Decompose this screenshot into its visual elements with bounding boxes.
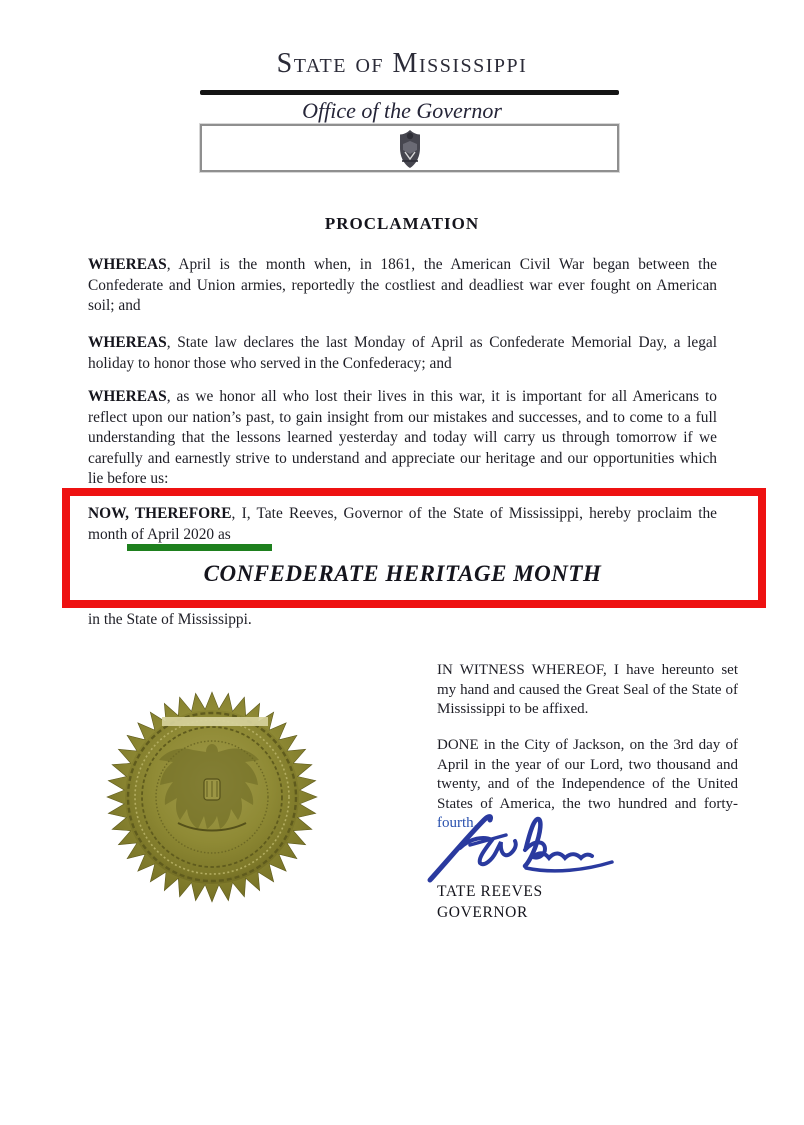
done-text: DONE in the City of Jackson, on the 3rd day of April in the year of our Lord, two thousand and twenty, and of the Independence of the United States of America, the two hundred and forty-	[437, 737, 738, 812]
whereas-paragraph-3	[88, 387, 717, 490]
whereas-lead: WHEREAS	[88, 256, 167, 273]
tate-reeves-signature-icon	[426, 808, 616, 886]
witness-paragraph: IN WITNESS WHEREOF, I have hereunto set my hand and caused the Great Seal of the State of Mississippi to be affixed.	[437, 662, 738, 718]
office-subtitle: Office of the Governor	[302, 98, 502, 123]
now-therefore-lead: NOW, THEREFORE	[88, 505, 232, 522]
paragraph-text: , as we honor all who lost their lives in this war, it is important for all Americans to reflect upon our nation’s past, to gain insight from our mistakes and successes, and to come to a full understanding that the lessons learned yesterday and today will carry us through tomorrow if we carefully and earnestly strive to understand and appreciate our heritage and our opportunities which lie before us:	[88, 388, 717, 488]
closing-line: in the State of Mississippi.	[88, 611, 252, 628]
paragraph-text: , April is the month when, in 1861, the American Civil War began between the Confederate and Union armies, reportedly the costliest and deadliest war ever fought on American soil; and	[88, 256, 717, 315]
whereas-lead: WHEREAS	[88, 334, 167, 351]
great-seal-gold-foil-icon	[106, 691, 318, 903]
letterhead-box	[200, 124, 619, 172]
page-title: State of Mississippi	[276, 48, 528, 79]
now-therefore-paragraph	[88, 503, 717, 545]
whereas-paragraph-1	[88, 255, 717, 317]
whereas-paragraph-2	[88, 333, 717, 374]
paragraph-text: , I, Tate Reeves, Governor of the State of Mississippi, hereby proclaim the month of April 2020 as	[88, 505, 718, 543]
done-text-blue: fourth.	[437, 815, 478, 832]
header-divider	[200, 90, 619, 95]
paragraph-text: , State law declares the last Monday of April as Confederate Memorial Day, a legal holiday to honor those who served in the Confederacy; and	[88, 334, 717, 372]
underline-annotation	[127, 544, 272, 551]
proclaimed-title: CONFEDERATE HERITAGE MONTH	[203, 561, 602, 586]
whereas-lead: WHEREAS	[88, 388, 167, 405]
document-heading: PROCLAMATION	[324, 214, 480, 233]
signatory-title: GOVERNOR	[437, 904, 528, 921]
signatory-name: TATE REEVES	[437, 883, 543, 900]
governor-crest-icon	[395, 128, 425, 170]
